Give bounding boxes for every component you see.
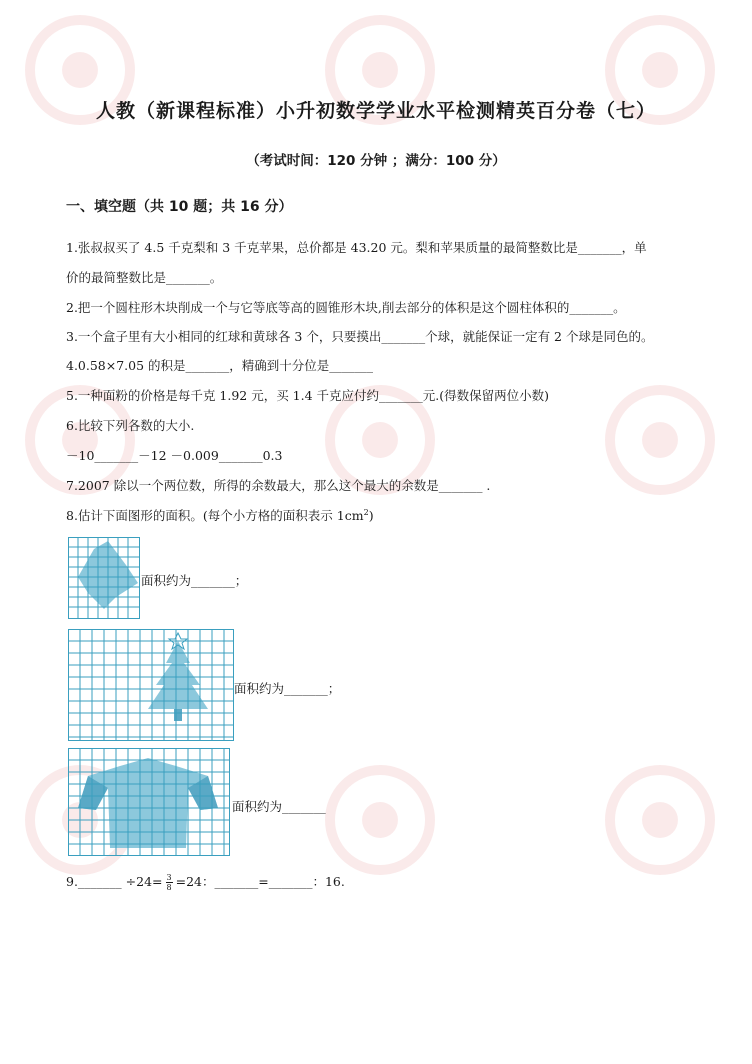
page-title: 人教（新课程标准）小升初数学学业水平检测精英百分卷（七） [95, 100, 656, 122]
question-9-part-a: 9._______ ÷24= [66, 874, 163, 889]
figure-3-grid [68, 748, 230, 860]
figure-2-label: 面积约为_______； [234, 681, 341, 696]
question-5: 5.一种面粉的价格是每千克 1.92 元，买 1.4 千克应付约_______元.(得数保留两位小数) [66, 388, 550, 403]
section-heading: 一、填空题（共 10 题；共 16 分） [66, 199, 293, 215]
exam-info: （考试时间：120 分钟 ；满分：100 分） [246, 153, 506, 169]
question-7: 7.2007 除以一个两位数，所得的余数最大，那么这个最大的余数是_______ . [66, 478, 491, 493]
question-8-text: 8.估计下面图形的面积。(每个小方格的面积表示 1cm [66, 508, 364, 523]
question-8 [66, 506, 374, 524]
question-9-part-b: =24：_______=_______：16. [175, 874, 345, 889]
question-8-end: ) [368, 508, 374, 523]
question-3: 3.一个盒子里有大小相同的红球和黄球各 3 个，只要摸出_______个球，就能保证一定有 2 个球是同色的。 [66, 329, 654, 344]
fraction-denominator: 8 [166, 883, 172, 892]
question-6-line-1: 6.比较下列各数的大小. [66, 418, 195, 433]
watermark-logo [600, 380, 720, 500]
figure-2-grid [68, 629, 234, 745]
question-2: 2.把一个圆柱形木块削成一个与它等底等高的圆锥形木块,削去部分的体积是这个圆柱体积的_______。 [66, 300, 626, 315]
fraction [166, 873, 173, 892]
figure-1-grid [68, 537, 140, 623]
watermark-logo [600, 760, 720, 880]
superscript: 2 [363, 507, 369, 517]
question-4: 4.0.58×7.05 的积是_______，精确到十分位是_______ [66, 358, 374, 373]
fraction-numerator: 3 [166, 873, 172, 882]
question-1-line-1: 1.张叔叔买了 4.5 千克梨和 3 千克苹果，总价都是 43.20 元。梨和苹果质量的最简整数比是_______，单 [66, 240, 647, 255]
figure-1-label: 面积约为_______； [141, 573, 248, 588]
question-1-line-2: 价的最简整数比是_______。 [66, 270, 223, 285]
figure-3-label: 面积约为_______ [232, 799, 326, 814]
question-9 [66, 872, 345, 892]
question-6-line-2: －10_______－12 －0.009_______0.3 [66, 448, 283, 463]
watermark-logo [320, 760, 440, 880]
